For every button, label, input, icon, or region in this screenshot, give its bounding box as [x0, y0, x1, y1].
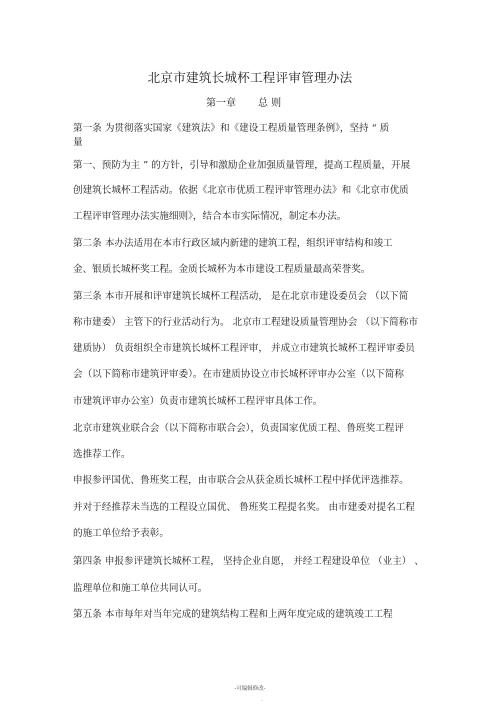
body-line: 创建筑长城杯工程活动。依据《北京市优质工程评审管理办法》和《北京市优质: [73, 185, 409, 196]
chapter-name: 总 则: [258, 98, 282, 109]
body-line: 市建筑评审办公室）负责市建筑长城杯工程评审具体工作。: [73, 396, 323, 407]
footer-dot: .: [261, 697, 263, 703]
body-line: 量: [73, 137, 83, 148]
body-line: 的施工单位给予表彰。: [73, 528, 169, 539]
body-line: 第四条 申报参评建筑长城杯工程， 坚持企业自愿， 并经工程建设单位 （业主） 、: [73, 556, 425, 567]
body-line: 北京市建筑业联合会（以下简称市联合会），负责国家优质工程、鲁班奖工程评: [73, 423, 404, 434]
body-line: 称市建委） 主管下的行业活动行为。 北京市工程建设质量管理协会 （以下简称市: [73, 317, 418, 328]
body-line: 并对于经推荐未当选的工程设立国优、 鲁班奖工程提名奖。 由市建委对提名工程: [73, 502, 415, 513]
document-title: 北京市建筑长城杯工程评审管理办法: [147, 70, 353, 85]
body-line: 第三条 本市开展和评审建筑长城杯工程活动， 是在北京市建设委员会 （以下简: [73, 291, 409, 302]
body-line: 申报参评国优、鲁班奖工程，由市联合会从获金质长城杯工程中择优评选推荐。: [73, 475, 409, 486]
body-line: 第五条 本市每年对当年完成的建筑结构工程和上两年度完成的建筑竣工工程: [73, 609, 393, 620]
footer-note: -可编辑修改-: [234, 686, 266, 692]
body-line: 第一、预防为主 ” 的方针，引导和激励企业加强质量管理，提高工程质量，开展: [73, 160, 411, 171]
body-line: 建质协） 负责组织全市建筑长城杯工程评审， 并成立市建筑长城杯工程评审委员: [73, 343, 415, 354]
body-line: 监理单位和施工单位共同认可。: [73, 583, 208, 594]
body-line: 第一条 为贯彻落实国家《建筑法》和《建设工程质量管理条例》，坚持 “ 质: [73, 123, 390, 134]
body-line: 选推荐工作。: [73, 449, 131, 460]
body-line: 会（以下简称市建筑评审委）。在市建质协设立市长城杯评审办公室（以下简称: [73, 369, 404, 380]
body-line: 工程评审管理办法实施细则》，结合本市实际情况，制定本办法。: [73, 211, 347, 222]
body-line: 金、银质长城杯奖工程。金质长城杯为本市建设工程质量最高荣誉奖。: [73, 264, 371, 275]
chapter-number: 第一章: [206, 98, 236, 109]
body-line: 第二条 本办法适用在本市行政区域内新建的建筑工程，组织评审结构和竣工: [73, 238, 393, 249]
chapter-heading: [0, 94, 500, 110]
